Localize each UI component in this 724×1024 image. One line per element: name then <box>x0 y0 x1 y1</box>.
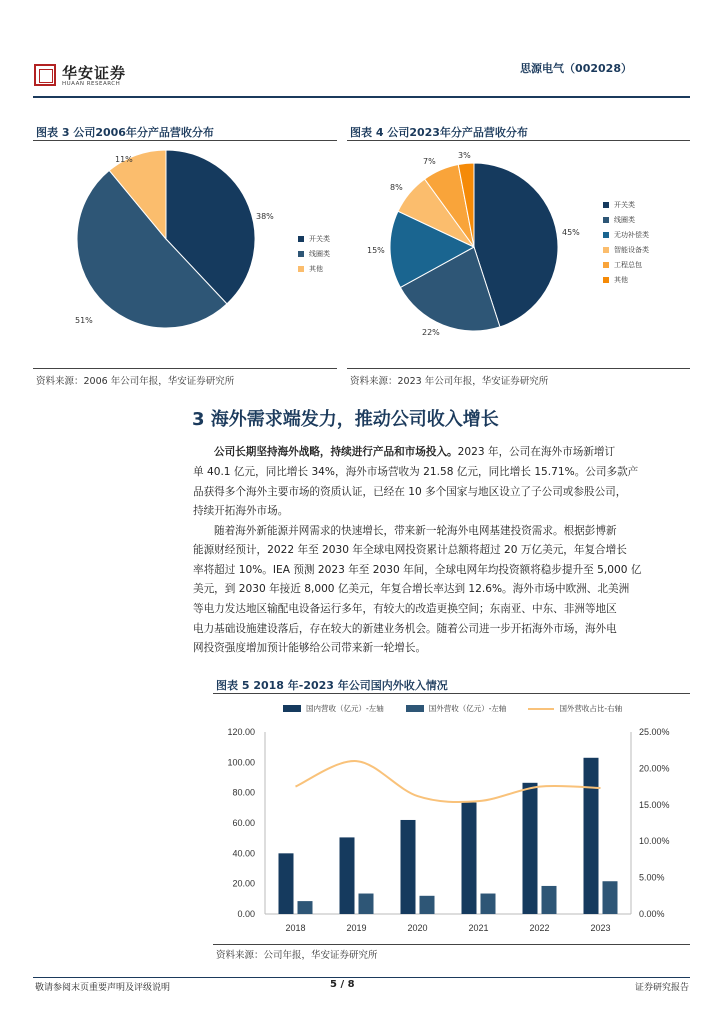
footer-disclaimer: 敬请参阅末页重要声明及评级说明 <box>35 983 171 993</box>
y-tick-label-right: 20.00% <box>639 763 670 774</box>
y-tick-label-left: 60.00 <box>232 818 255 828</box>
figure3-label-0: 38% <box>256 212 274 221</box>
bar-overseas <box>420 896 435 914</box>
figure5-source: 资料来源：公司年报，华安证券研究所 <box>216 950 378 961</box>
figure3-label-2: 11% <box>115 155 133 164</box>
bar-domestic <box>462 803 477 914</box>
bar-overseas <box>542 886 557 914</box>
figure4-label-4: 7% <box>423 157 436 166</box>
p2-line: 等电力发达地区输配电设备运行多年，有较大的改造更换空间；东南亚、中东、非洲等地区 <box>193 603 617 615</box>
legend-swatch <box>603 247 609 253</box>
figure5-bottom-rule <box>213 944 690 945</box>
legend-swatch <box>406 705 424 712</box>
figure3-title-rule <box>33 140 337 141</box>
bar-domestic <box>340 837 355 914</box>
x-tick-label: 2018 <box>285 923 306 933</box>
footer-doc-type: 证券研究报告 <box>634 983 689 993</box>
y-tick-label-left: 120.00 <box>227 727 255 737</box>
p1-line: 持续开拓海外市场。 <box>193 505 289 517</box>
legend-label: 线圈类 <box>614 215 635 224</box>
legend-swatch <box>603 217 609 223</box>
line-overseas-share <box>296 761 601 802</box>
figure3-title: 图表 3 公司2006年分产品营收分布 <box>36 126 214 139</box>
p2-line: 率将超过 10%。IEA 预测 2023 年至 2030 年间，全球电网年均投资额将稳步提升至 5,000 亿 <box>193 564 642 576</box>
y-tick-label-right: 5.00% <box>639 872 665 883</box>
figure4-label-5: 3% <box>458 151 471 160</box>
legend-label: 开关类 <box>614 200 635 209</box>
legend-label: 国外营收（亿元）-左轴 <box>428 704 507 713</box>
p1-line: 品获得多个海外主要市场的资质认证，已经在 10 多个国家与地区设立了子公司或参股公司， <box>193 486 627 498</box>
page-number: 5 / 8 <box>330 979 355 990</box>
legend-swatch <box>603 277 609 283</box>
p1-line: 单 40.1 亿元，同比增长 34%，海外市场营收为 21.58 亿元，同比增长 15.71%。公司多款产 <box>193 466 639 478</box>
x-tick-label: 2022 <box>529 923 550 933</box>
figure3-label-1: 51% <box>75 316 93 325</box>
figure4-legend-item <box>603 227 649 242</box>
figure4-legend-item <box>603 212 649 227</box>
legend-swatch <box>603 232 609 238</box>
footer-divider <box>33 977 690 978</box>
figure5-chart <box>213 720 690 942</box>
legend-swatch <box>298 236 304 242</box>
legend-label: 国外营收占比-右轴 <box>559 704 623 713</box>
p2-line: 电力基础设施建设落后，存在较大的新建业务机会。随着公司进一步开拓海外市场，海外电 <box>193 623 617 635</box>
logo-icon <box>34 64 56 86</box>
legend-swatch <box>283 705 301 712</box>
figure4-label-3: 8% <box>390 183 403 192</box>
bar-overseas <box>603 881 618 914</box>
legend-label: 无功补偿类 <box>614 230 649 239</box>
x-tick-label: 2019 <box>346 923 367 933</box>
figure4-label-2: 15% <box>367 246 385 255</box>
figure4-label-0: 45% <box>562 228 580 237</box>
bar-domestic <box>279 853 294 914</box>
legend-swatch <box>298 251 304 257</box>
p2-line: 网投资强度增加预计能够给公司带来新一轮增长。 <box>193 642 427 654</box>
logo-subtext: HUAAN RESEARCH <box>62 81 121 87</box>
figure3-legend-item <box>298 261 330 276</box>
y-tick-label-right: 0.00% <box>639 909 665 919</box>
x-tick-label: 2020 <box>407 923 428 933</box>
figure3-legend-item <box>298 246 330 261</box>
bar-domestic <box>401 820 416 914</box>
y-tick-label-right: 10.00% <box>639 836 670 847</box>
legend-label: 线圈类 <box>309 249 330 258</box>
y-tick-label-left: 0.00 <box>237 909 255 919</box>
x-tick-label: 2023 <box>590 923 611 933</box>
figure4-label-1: 22% <box>422 328 440 337</box>
figure5-legend <box>283 703 622 714</box>
figure4-legend-item <box>603 257 649 272</box>
figure4-legend-item <box>603 272 649 287</box>
y-tick-label-left: 20.00 <box>232 878 255 889</box>
header-divider <box>33 96 690 98</box>
y-tick-label-right: 15.00% <box>639 799 670 810</box>
paragraph-1 <box>193 443 690 463</box>
bar-overseas <box>481 894 496 914</box>
figure3-source: 资料来源：2006 年公司年报，华安证券研究所 <box>36 376 235 387</box>
paragraph-1-lead: 公司长期坚持海外战略，持续进行产品和市场投入。 <box>214 446 458 458</box>
figure4-legend-item <box>603 197 649 212</box>
figure4-legend-item <box>603 242 649 257</box>
bar-domestic <box>523 783 538 914</box>
y-tick-label-left: 100.00 <box>227 757 255 768</box>
legend-label: 其他 <box>309 264 323 273</box>
legend-swatch <box>528 708 554 710</box>
company-title: 思源电气（002028） <box>520 62 632 75</box>
legend-swatch <box>603 202 609 208</box>
p1-line: 2023 年，公司在海外市场新增订 <box>457 446 616 458</box>
bar-domestic <box>584 758 599 914</box>
y-tick-label-left: 80.00 <box>232 787 255 798</box>
p2-line: 随着海外新能源并网需求的快速增长，带来新一轮海外电网基建投资需求。根据彭博新 <box>214 525 617 537</box>
section-heading: 3 海外需求端发力，推动公司收入增长 <box>192 409 499 430</box>
y-tick-label-left: 40.00 <box>232 848 255 859</box>
legend-swatch <box>603 262 609 268</box>
figure4-bottom-rule <box>347 368 690 369</box>
legend-label: 智能设备类 <box>614 245 649 254</box>
legend-swatch <box>298 266 304 272</box>
legend-label: 国内营收（亿元）-左轴 <box>306 704 384 713</box>
figure3-legend <box>298 231 330 276</box>
y-tick-label-right: 25.00% <box>639 727 670 737</box>
figure4-title: 图表 4 公司2023年分产品营收分布 <box>350 126 528 139</box>
bar-overseas <box>298 901 313 914</box>
bar-overseas <box>359 894 374 914</box>
figure5-title-rule <box>213 693 690 694</box>
p2-line: 能源财经预计，2022 年至 2030 年全球电网投资累计总额将超过 20 万亿美元，年复合增长 <box>193 544 627 556</box>
legend-label: 工程总包 <box>614 260 642 269</box>
figure4-source: 资料来源：2023 年公司年报，华安证券研究所 <box>350 376 549 387</box>
figure3-bottom-rule <box>33 368 337 369</box>
figure3-pie <box>33 142 337 366</box>
p2-line: 美元，到 2030 年接近 8,000 亿美元，年复合增长率达到 12.6%。海外市场中欧洲、北美洲 <box>193 583 630 595</box>
figure4-legend <box>603 197 649 287</box>
legend-label: 其他 <box>614 275 628 284</box>
x-tick-label: 2021 <box>468 923 489 933</box>
figure4-title-rule <box>347 140 690 141</box>
logo-text: 华安证券 <box>62 64 127 82</box>
figure5-title: 图表 5 2018 年-2023 年公司国内外收入情况 <box>216 679 448 692</box>
figure3-legend-item <box>298 231 330 246</box>
legend-label: 开关类 <box>309 234 330 243</box>
